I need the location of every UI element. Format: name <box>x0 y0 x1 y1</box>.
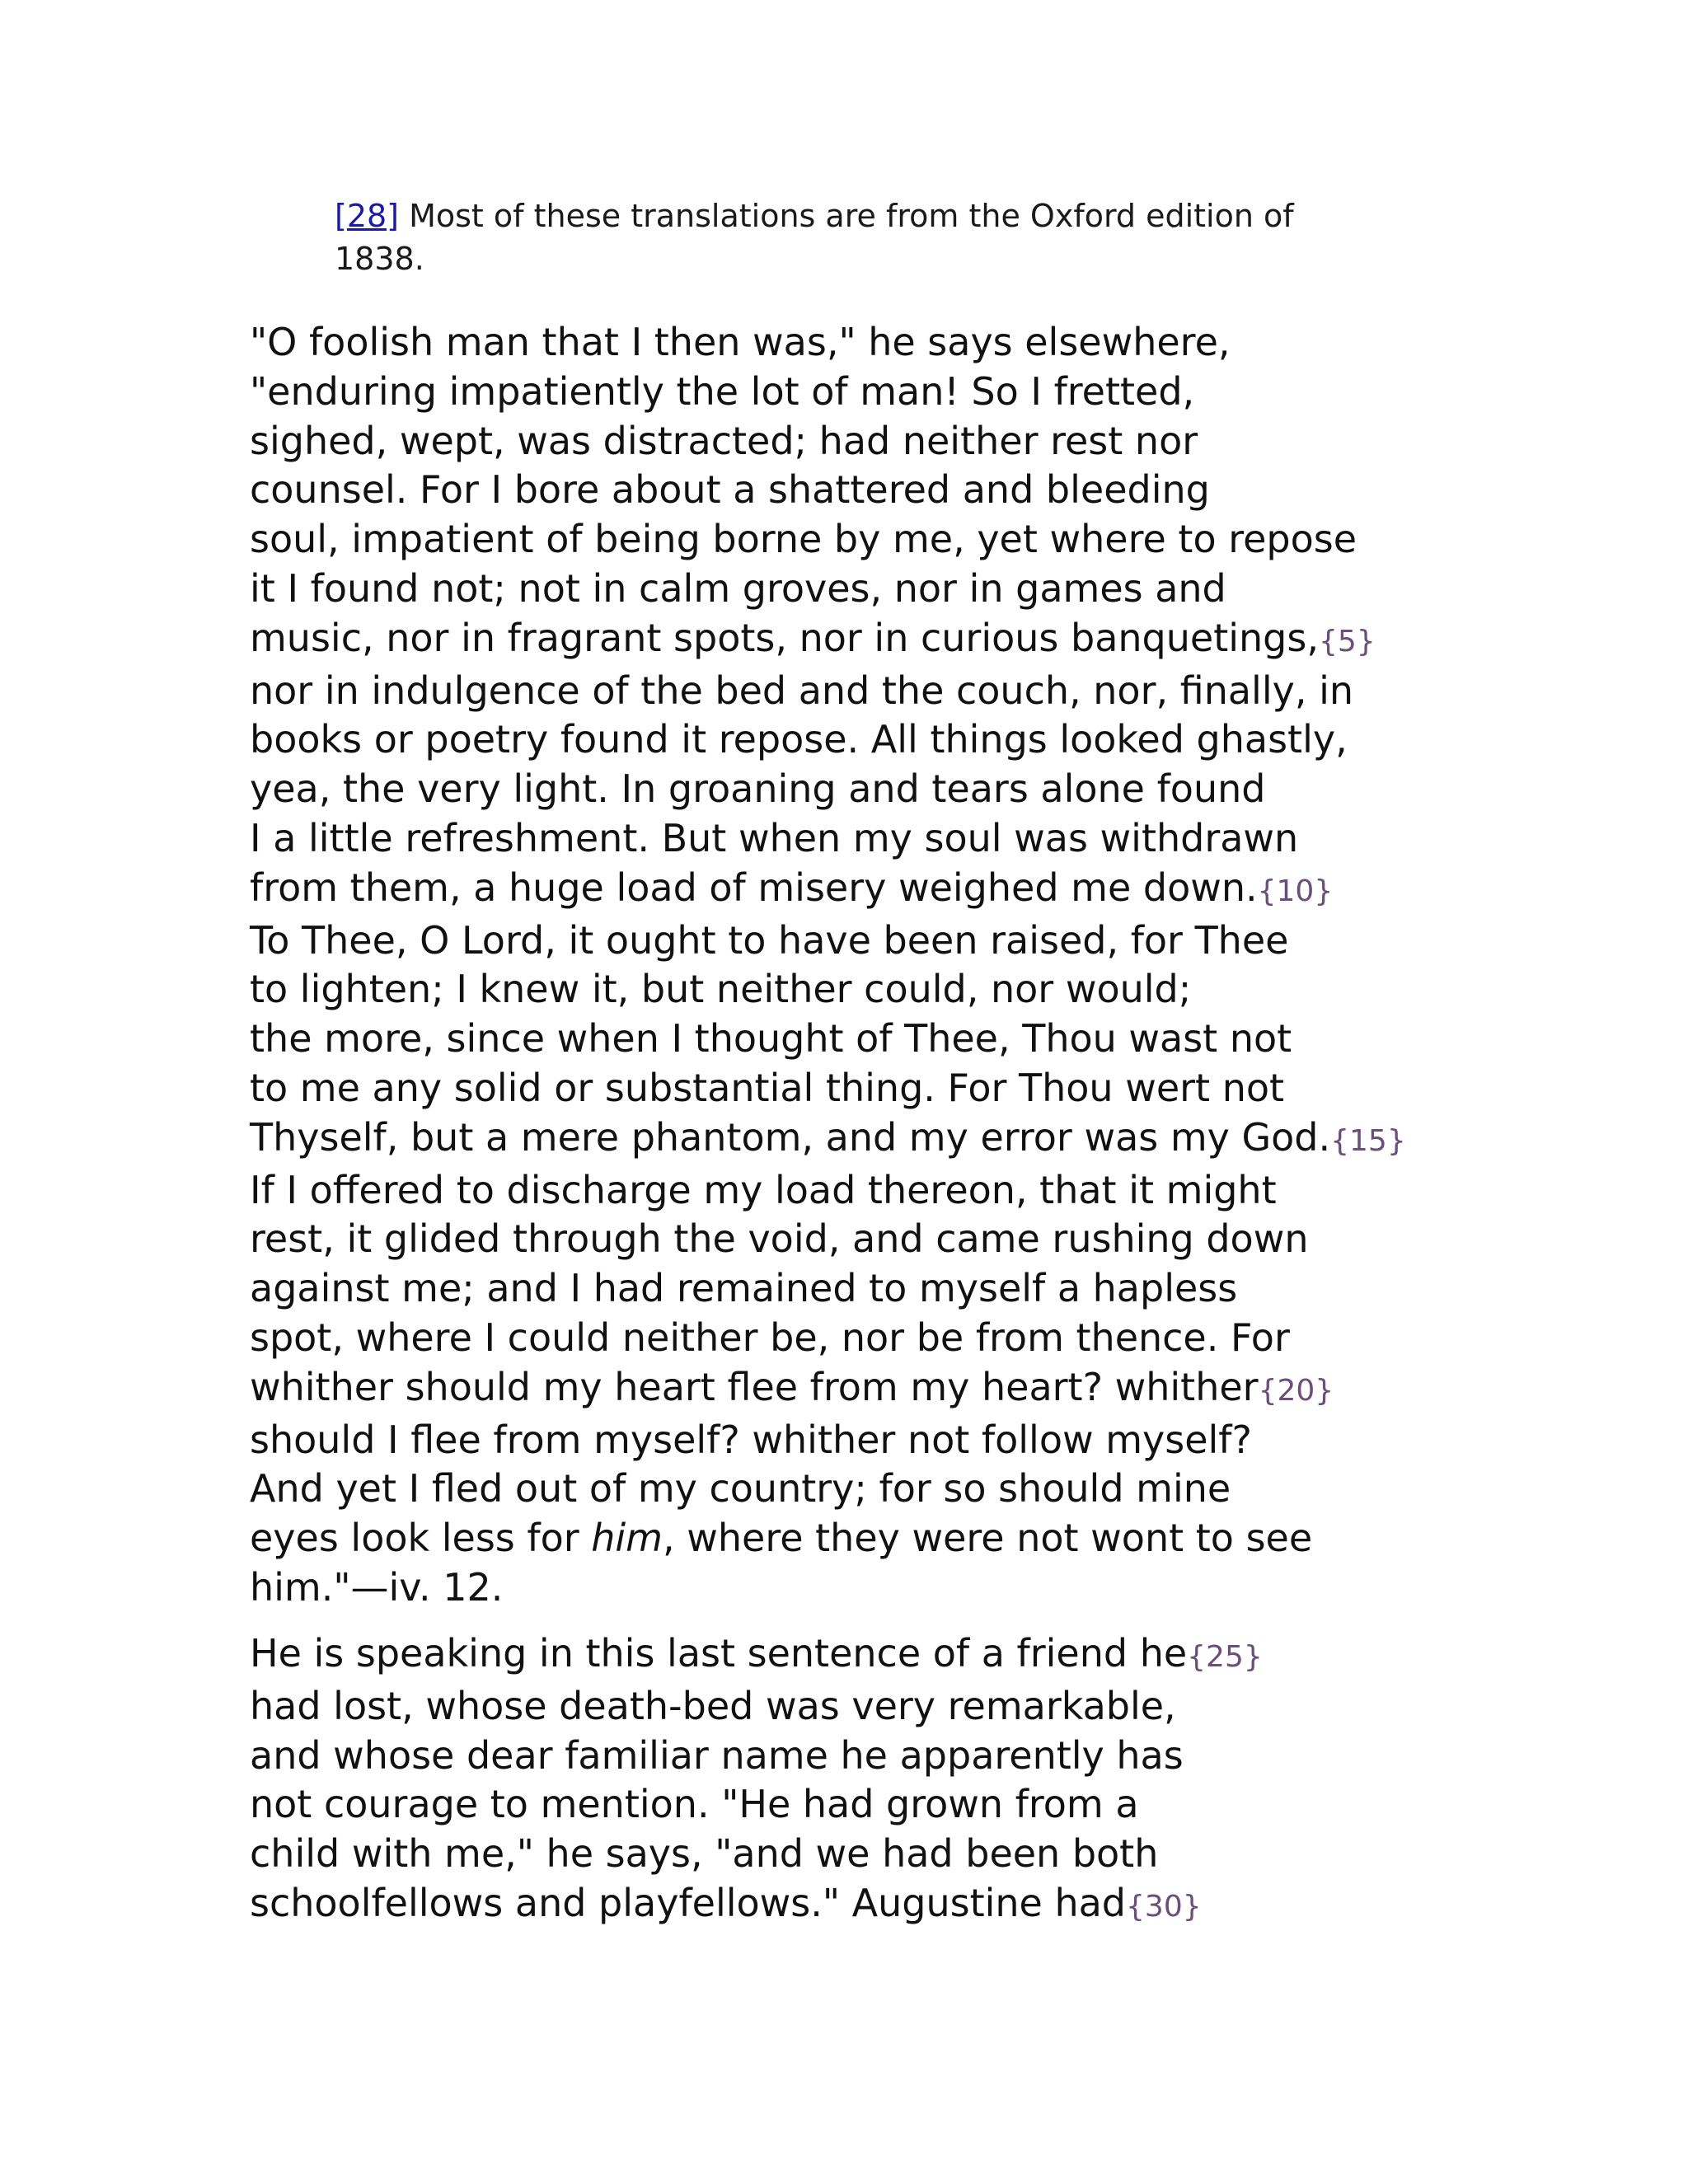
line-text: and whose dear familiar name he apparently has <box>250 1732 1184 1778</box>
text-line <box>250 1314 1651 1363</box>
text-line <box>250 1113 1651 1166</box>
line-text: child with me," he says, "and we had been both <box>250 1831 1159 1877</box>
line-number: {5} <box>1318 624 1376 658</box>
text-line <box>250 1780 1651 1830</box>
line-number: {10} <box>1257 874 1334 908</box>
line-text: To Thee, O Lord, it ought to have been raised, for Thee <box>250 917 1289 963</box>
text-line <box>250 1264 1651 1314</box>
line-text: to me any solid or substantial thing. For Thou wert not <box>250 1065 1285 1110</box>
line-text: him."—iv. 12. <box>250 1564 504 1610</box>
text-line <box>250 1363 1651 1416</box>
line-text: should I flee from myself? whither not follow myself? <box>250 1417 1252 1462</box>
text-line <box>250 1064 1651 1113</box>
text-line <box>250 1629 1651 1682</box>
line-number: {15} <box>1330 1123 1406 1158</box>
line-text: the more, since when I thought of Thee, Thou wast not <box>250 1016 1292 1062</box>
line-text: eyes look less for <box>250 1516 592 1561</box>
text-line <box>250 1514 1651 1563</box>
line-text: I a little refreshment. But when my soul was withdrawn <box>250 815 1299 860</box>
text-line <box>250 1015 1651 1064</box>
footnote-line <box>335 194 1324 237</box>
line-text: from them, a huge load of misery weighed me down. <box>250 865 1258 910</box>
text-line <box>250 565 1651 614</box>
emphasis-text: him <box>591 1516 663 1561</box>
text-line <box>250 814 1651 864</box>
text-line <box>250 1563 1651 1613</box>
footnote-line: 1838. <box>335 241 424 277</box>
text-line <box>250 1732 1651 1781</box>
text-line <box>250 1682 1651 1732</box>
text-line <box>250 765 1651 814</box>
text-line <box>250 1215 1651 1264</box>
text-line <box>250 1830 1651 1879</box>
footnote-ref-link[interactable]: [28] <box>335 198 400 234</box>
paragraph-quote <box>250 318 1651 1613</box>
text-line <box>250 864 1651 916</box>
line-text: whither should my heart flee from my heart? whither <box>250 1364 1259 1409</box>
text-line <box>250 1465 1651 1514</box>
line-text: not courage to mention. "He had grown from a <box>250 1782 1139 1827</box>
line-text: music, nor in fragrant spots, nor in curious banquetings, <box>250 615 1319 660</box>
line-number: {20} <box>1258 1373 1334 1408</box>
line-text: against me; and I had remained to myself a hapless <box>250 1266 1238 1311</box>
line-text: And yet I fled out of my country; for so should mine <box>250 1466 1231 1511</box>
line-text: , where they were not wont to see <box>663 1516 1313 1561</box>
text-line <box>250 614 1651 667</box>
text-line <box>250 515 1651 565</box>
paragraph-commentary <box>250 1629 1651 1932</box>
line-text: "enduring impatiently the lot of man! So I fretted, <box>250 368 1195 414</box>
text-line <box>250 1879 1651 1932</box>
line-text: He is speaking in this last sentence of a friend he <box>250 1631 1188 1675</box>
text-line <box>250 1416 1651 1465</box>
line-text: sighed, wept, was distracted; had neither rest nor <box>250 418 1198 463</box>
text-line <box>250 667 1651 716</box>
text-line <box>250 318 1651 368</box>
text-line <box>250 715 1651 765</box>
text-line <box>250 466 1651 515</box>
text-line <box>250 916 1651 966</box>
footnote <box>335 194 1324 280</box>
line-text: yea, the very light. In groaning and tears alone found <box>250 766 1266 812</box>
line-text: "O foolish man that I then was," he says elsewhere, <box>250 320 1231 364</box>
line-number: {25} <box>1187 1640 1263 1674</box>
line-text: rest, it glided through the void, and came rushing down <box>250 1216 1309 1262</box>
line-text: schoolfellows and playfellows." Augustine had <box>250 1880 1127 1925</box>
line-number: {30} <box>1126 1889 1202 1924</box>
line-text: nor in indulgence of the bed and the couch, nor, finally, in <box>250 668 1354 713</box>
text-line <box>250 1166 1651 1216</box>
line-text: Thyself, but a mere phantom, and my error was my God. <box>250 1114 1331 1160</box>
line-text: had lost, whose death-bed was very remarkable, <box>250 1683 1176 1728</box>
line-text: soul, impatient of being borne by me, yet where to repose <box>250 517 1357 562</box>
line-text: to lighten; I knew it, but neither could, nor would; <box>250 967 1192 1012</box>
line-text: counsel. For I bore about a shattered and bleeding <box>250 467 1210 513</box>
line-text: books or poetry found it repose. All things looked ghastly, <box>250 717 1348 762</box>
line-text: If I offered to discharge my load thereon, that it might <box>250 1167 1277 1212</box>
text-line <box>250 417 1651 466</box>
text-line <box>250 965 1651 1015</box>
line-text: spot, where I could neither be, nor be from thence. For <box>250 1315 1290 1360</box>
footnote-text: Most of these translations are from the Oxford edition of <box>399 198 1294 234</box>
text-line <box>250 368 1651 417</box>
line-text: it I found not; not in calm groves, nor in games and <box>250 565 1226 611</box>
